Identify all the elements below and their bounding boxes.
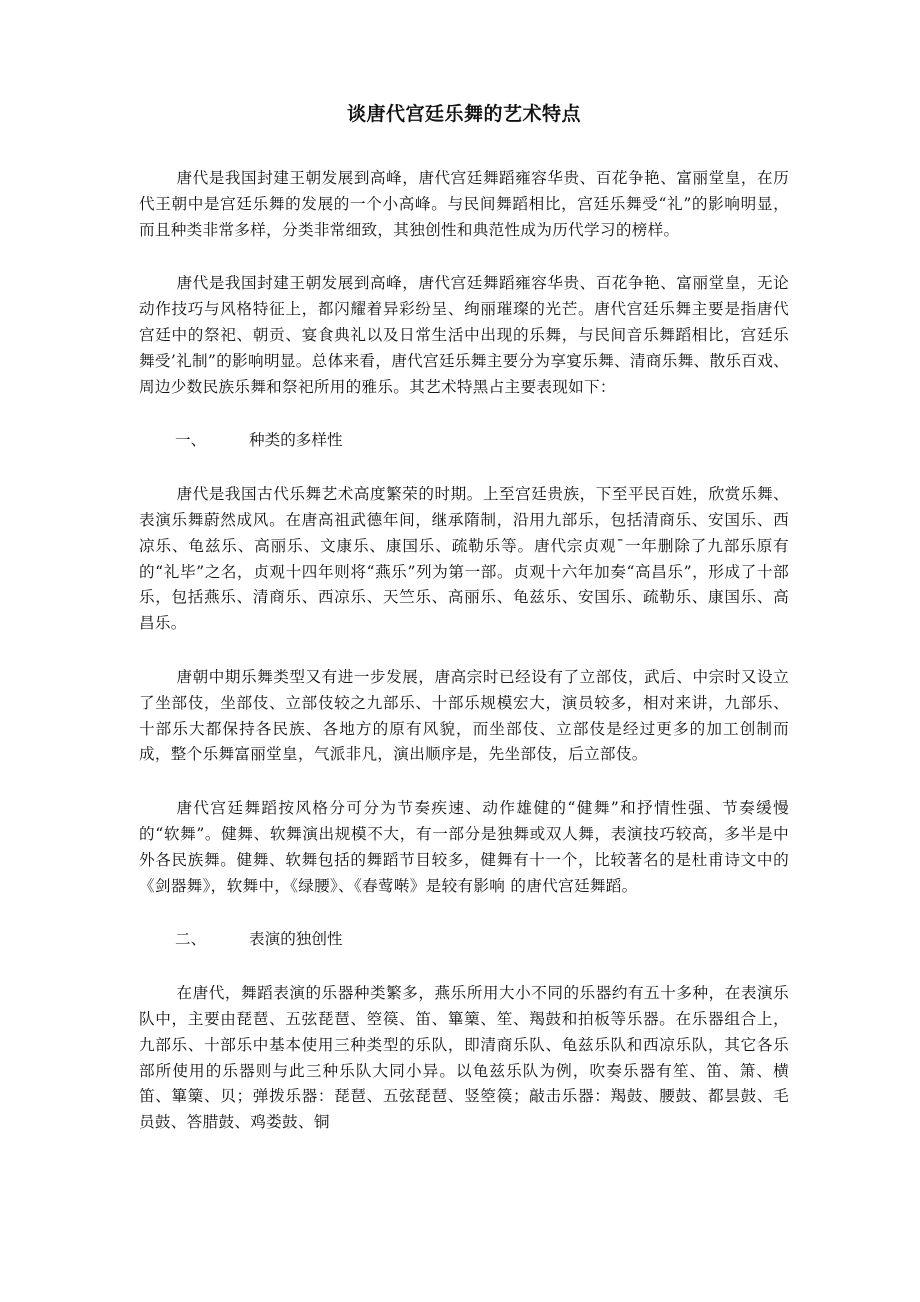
section-title: 表演的独创性 [249,930,343,949]
section-heading-diversity [139,428,789,454]
paragraph-originality-1: 在唐代，舞蹈表演的乐器种类繁多，燕乐所用大小不同的乐器约有五十多种，在表演乐队中，主要由琵琶、五弦琵琶、箜篌、笛、篳篥、笙、羯鼓和拍板等乐器。在乐器组合上，九部乐、十部乐中基本使用三种类型的乐队，即清商乐队、龟兹乐队和西凉乐队，其它各乐部所使用的乐器则与此三种乐队大同小异。以龟兹乐队为例，吹奏乐器有笙、笛、箫、横笛、篳篥、贝；弹拨乐器：琵琶、五弦琵琶、竖箜篌；敲击乐器：羯鼓、腰鼓、都昙鼓、毛员鼓、答腊鼓、鸡娄鼓、铜 [139,984,789,1132]
document-page [139,98,789,1136]
paragraph-overview: 唐代是我国封建王朝发展到高峰，唐代宫廷舞蹈雍容华贵、百花争艳、富丽堂皇，无论动作技巧与风格特征上，都闪耀着异彩纷呈、绚丽璀璨的光芒。唐代宫廷乐舞主要是指唐代宫廷中的祭祀、朝贡、宴食典礼以及日常生活中出现的乐舞，与民间音乐舞蹈相比，宫廷乐舞受’礼制”的影响明显。总体来看，唐代宫廷乐舞主要分为享宴乐舞、清商乐舞、散乐百戏、周边少数民族乐舞和祭祀所用的雅乐。其艺术特黑占主要表现如下： [139,274,789,396]
document-title: 谈唐代宫廷乐舞的艺术特点 [346,103,581,125]
paragraph-diversity-3: 唐代宫廷舞蹈按风格分可分为节奏疾速、动作雄健的“健舞”和抒情性强、节奏缓慢的“软舞”。健舞、软舞演出规模不大，有一部分是独舞或双人舞，表演技巧较高，多半是中外各民族舞。健舞、软舞包括的舞蹈节目较多，健舞有十一个，比较著名的是杜甫诗文中的《剑器舞》，软舞中，《绿腰》、《春莺啭》是较有影响 的唐代宫廷舞蹈。 [139,799,789,895]
section-heading-originality [139,927,789,953]
paragraph-diversity-2: 唐朝中期乐舞类型又有进一步发展，唐高宗时已经设有了立部伎，武后、中宗时又设立了坐部伎，坐部伎、立部伎较之九部乐、十部乐规模宏大，演员较多，相对来讲，九部乐、十部乐大都保持各民族、各地方的原有风貌，而坐部伎、立部伎是经过更多的加工创制而成，整个乐舞富丽堂皇，气派非凡，演出顺序是，先坐部伎，后立部伎。 [139,667,789,764]
paragraph-diversity-1: 唐代是我国古代乐舞艺术高度繁荣的时期。上至宫廷贵族，下至平民百姓，欣赏乐舞、表演乐舞蔚然成风。在唐高祖武德年间，继承隋制，沿用九部乐，包括清商乐、安国乐、西凉乐、龟兹乐、高丽乐、文康乐、康国乐、疏勒乐等。唐代宗贞观ˉ一年删除了九部乐原有的“礼毕”之名，贞观十四年则将“燕乐”列为第一部。贞观十六年加奏“高昌乐”，形成了十部乐，包括燕乐、清商乐、西凉乐、天竺乐、高丽乐、龟兹乐、安国乐、疏勒乐、康国乐、高昌乐。 [139,485,789,633]
section-title: 种类的多样性 [249,431,343,450]
paragraph-intro: 唐代是我国封建王朝发展到高峰，唐代宫廷舞蹈雍容华贵、百花争艳、富丽堂皇，在历代王朝中是宫廷乐舞的发展的一个小高峰。与民间舞蹈相比，宫廷乐舞受“礼”的影响明显，而且种类非常多样，分类非常细致，其独创性和典范性成为历代学习的榜样。 [139,169,789,239]
section-number: 一、 [175,431,207,450]
section-number: 二、 [175,930,207,949]
